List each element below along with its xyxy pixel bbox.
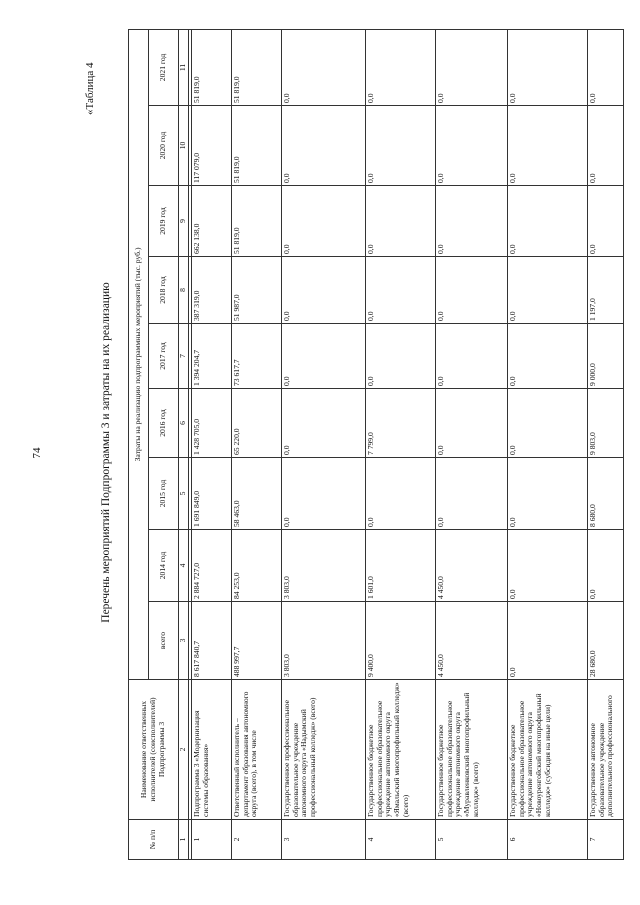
value-cell: 0,0 [508, 186, 588, 257]
table-row [588, 29, 624, 859]
row-name: Государственное автономное образовательное учреждение дополнительного профессионального [588, 680, 624, 820]
value-cell: 1 394 204,7 [192, 324, 232, 389]
table-label: «Таблица 4 [84, 62, 96, 115]
column-number: 10 [179, 106, 189, 186]
value-cell: 8 680,0 [588, 458, 624, 530]
header-costs: Затраты на реализацию подпрограммных мероприятий (тыс. руб.) [129, 29, 149, 679]
value-cell: 0,0 [508, 257, 588, 324]
value-cell: 0,0 [366, 324, 436, 389]
row-num: 2 [232, 820, 282, 860]
value-cell: 0,0 [282, 389, 366, 458]
value-cell: 0,0 [436, 29, 508, 105]
value-cell: 65 220,0 [232, 389, 282, 458]
column-number: 3 [179, 602, 189, 680]
column-number: 7 [179, 324, 189, 389]
column-number: 5 [179, 458, 189, 530]
row-num: 1 [192, 820, 232, 860]
document-title: Перечень мероприятий Подпрограммы 3 и затраты на их реализацию [100, 282, 112, 623]
page-number: 74 [31, 447, 43, 459]
header-year: 2019 год [149, 186, 179, 257]
value-cell: 8 617 840,7 [192, 602, 232, 680]
value-cell: 662 138,0 [192, 186, 232, 257]
value-cell: 73 617,7 [232, 324, 282, 389]
value-cell: 0,0 [436, 257, 508, 324]
header-year: 2016 год [149, 389, 179, 458]
header-year: 2018 год [149, 257, 179, 324]
column-number: 6 [179, 389, 189, 458]
value-cell: 0,0 [588, 29, 624, 105]
value-cell: 0,0 [508, 389, 588, 458]
table-row [192, 29, 232, 859]
value-cell: 0,0 [282, 29, 366, 105]
value-cell: 0,0 [436, 389, 508, 458]
value-cell: 3 803,0 [282, 602, 366, 680]
value-cell: 0,0 [508, 602, 588, 680]
value-cell: 1 601,0 [366, 530, 436, 602]
value-cell: 387 319,0 [192, 257, 232, 324]
value-cell: 0,0 [366, 458, 436, 530]
value-cell: 7 799,0 [366, 389, 436, 458]
value-cell: 0,0 [588, 186, 624, 257]
value-cell: 0,0 [282, 186, 366, 257]
value-cell: 4 450,0 [436, 602, 508, 680]
header-year: 2017 год [149, 324, 179, 389]
table-row [436, 29, 508, 859]
value-cell: 0,0 [508, 106, 588, 186]
value-cell: 0,0 [366, 257, 436, 324]
value-cell: 9 000,0 [588, 324, 624, 389]
value-cell: 58 463,0 [232, 458, 282, 530]
row-num: 4 [366, 820, 436, 860]
column-number: 4 [179, 530, 189, 602]
value-cell: 51 819,0 [232, 106, 282, 186]
header-year: 2020 год [149, 106, 179, 186]
header-name: Наименование ответственных исполнителей (соисполнителей) Подпрограммы 3 [129, 680, 179, 820]
table-row [366, 29, 436, 859]
value-cell: 0,0 [436, 106, 508, 186]
value-cell: 0,0 [588, 530, 624, 602]
value-cell: 4 450,0 [436, 530, 508, 602]
value-cell: 0,0 [282, 106, 366, 186]
header-year: 2014 год [149, 530, 179, 602]
row-name: Государственное профессиональное образовательное учреждение автономного округа «Надымский профессиональный колледж» (всего) [282, 680, 366, 820]
row-num: 6 [508, 820, 588, 860]
row-num: 7 [588, 820, 624, 860]
value-cell: 0,0 [508, 458, 588, 530]
value-cell: 0,0 [366, 186, 436, 257]
value-cell: 0,0 [588, 106, 624, 186]
header-year: 2021 год [149, 29, 179, 105]
value-cell: 51 819,0 [192, 29, 232, 105]
value-cell: 1 428 705,0 [192, 389, 232, 458]
table-row [508, 29, 588, 859]
value-cell: 1 197,0 [588, 257, 624, 324]
column-number: 1 [179, 820, 189, 860]
value-cell: 51 987,0 [232, 257, 282, 324]
value-cell: 0,0 [508, 29, 588, 105]
value-cell: 84 253,0 [232, 530, 282, 602]
value-cell: 9 400,0 [366, 602, 436, 680]
value-cell: 0,0 [282, 458, 366, 530]
header-year: 2015 год [149, 458, 179, 530]
value-cell: 0,0 [366, 29, 436, 105]
value-cell: 0,0 [508, 530, 588, 602]
row-name: Государственное бюджетное профессиональное образовательное учреждение автономного округа «Ямальский многопрофильный колледж» (всего) [366, 680, 436, 820]
expenditure-table [128, 29, 624, 860]
header-total: всего [149, 602, 179, 680]
value-cell: 0,0 [436, 186, 508, 257]
row-name: Государственное бюджетное профессиональное образовательное учреждение автономного округа «Муравленковский многопрофильный колледж» (всего) [436, 680, 508, 820]
value-cell: 117 079,0 [192, 106, 232, 186]
value-cell: 0,0 [282, 324, 366, 389]
table-row [282, 29, 366, 859]
value-cell: 0,0 [436, 458, 508, 530]
value-cell: 9 803,0 [588, 389, 624, 458]
column-number: 2 [179, 680, 189, 820]
row-name: Государственное бюджетное профессиональное образовательное учреждение автономного округа «Новоуренгойский многопрофильный колледж» (субсидия на иные цели) [508, 680, 588, 820]
column-number-row [179, 29, 189, 859]
value-cell: 51 819,0 [232, 29, 282, 105]
value-cell: 488 997,7 [232, 602, 282, 680]
row-num: 3 [282, 820, 366, 860]
row-name: Ответственный исполнитель – департамент образования автономного округа (всего), в том числе [232, 680, 282, 820]
value-cell: 3 803,0 [282, 530, 366, 602]
value-cell: 0,0 [282, 257, 366, 324]
table-row [232, 29, 282, 859]
row-num: 5 [436, 820, 508, 860]
column-number: 8 [179, 257, 189, 324]
header-num: № п/п [129, 820, 179, 860]
value-cell: 51 819,0 [232, 186, 282, 257]
value-cell: 0,0 [436, 324, 508, 389]
column-number: 11 [179, 29, 189, 105]
row-name: Подпрограмма 3 «Модернизация системы образования» [192, 680, 232, 820]
column-number: 9 [179, 186, 189, 257]
value-cell: 0,0 [366, 106, 436, 186]
value-cell: 2 884 727,0 [192, 530, 232, 602]
value-cell: 28 680,0 [588, 602, 624, 680]
value-cell: 0,0 [508, 324, 588, 389]
value-cell: 1 691 849,0 [192, 458, 232, 530]
